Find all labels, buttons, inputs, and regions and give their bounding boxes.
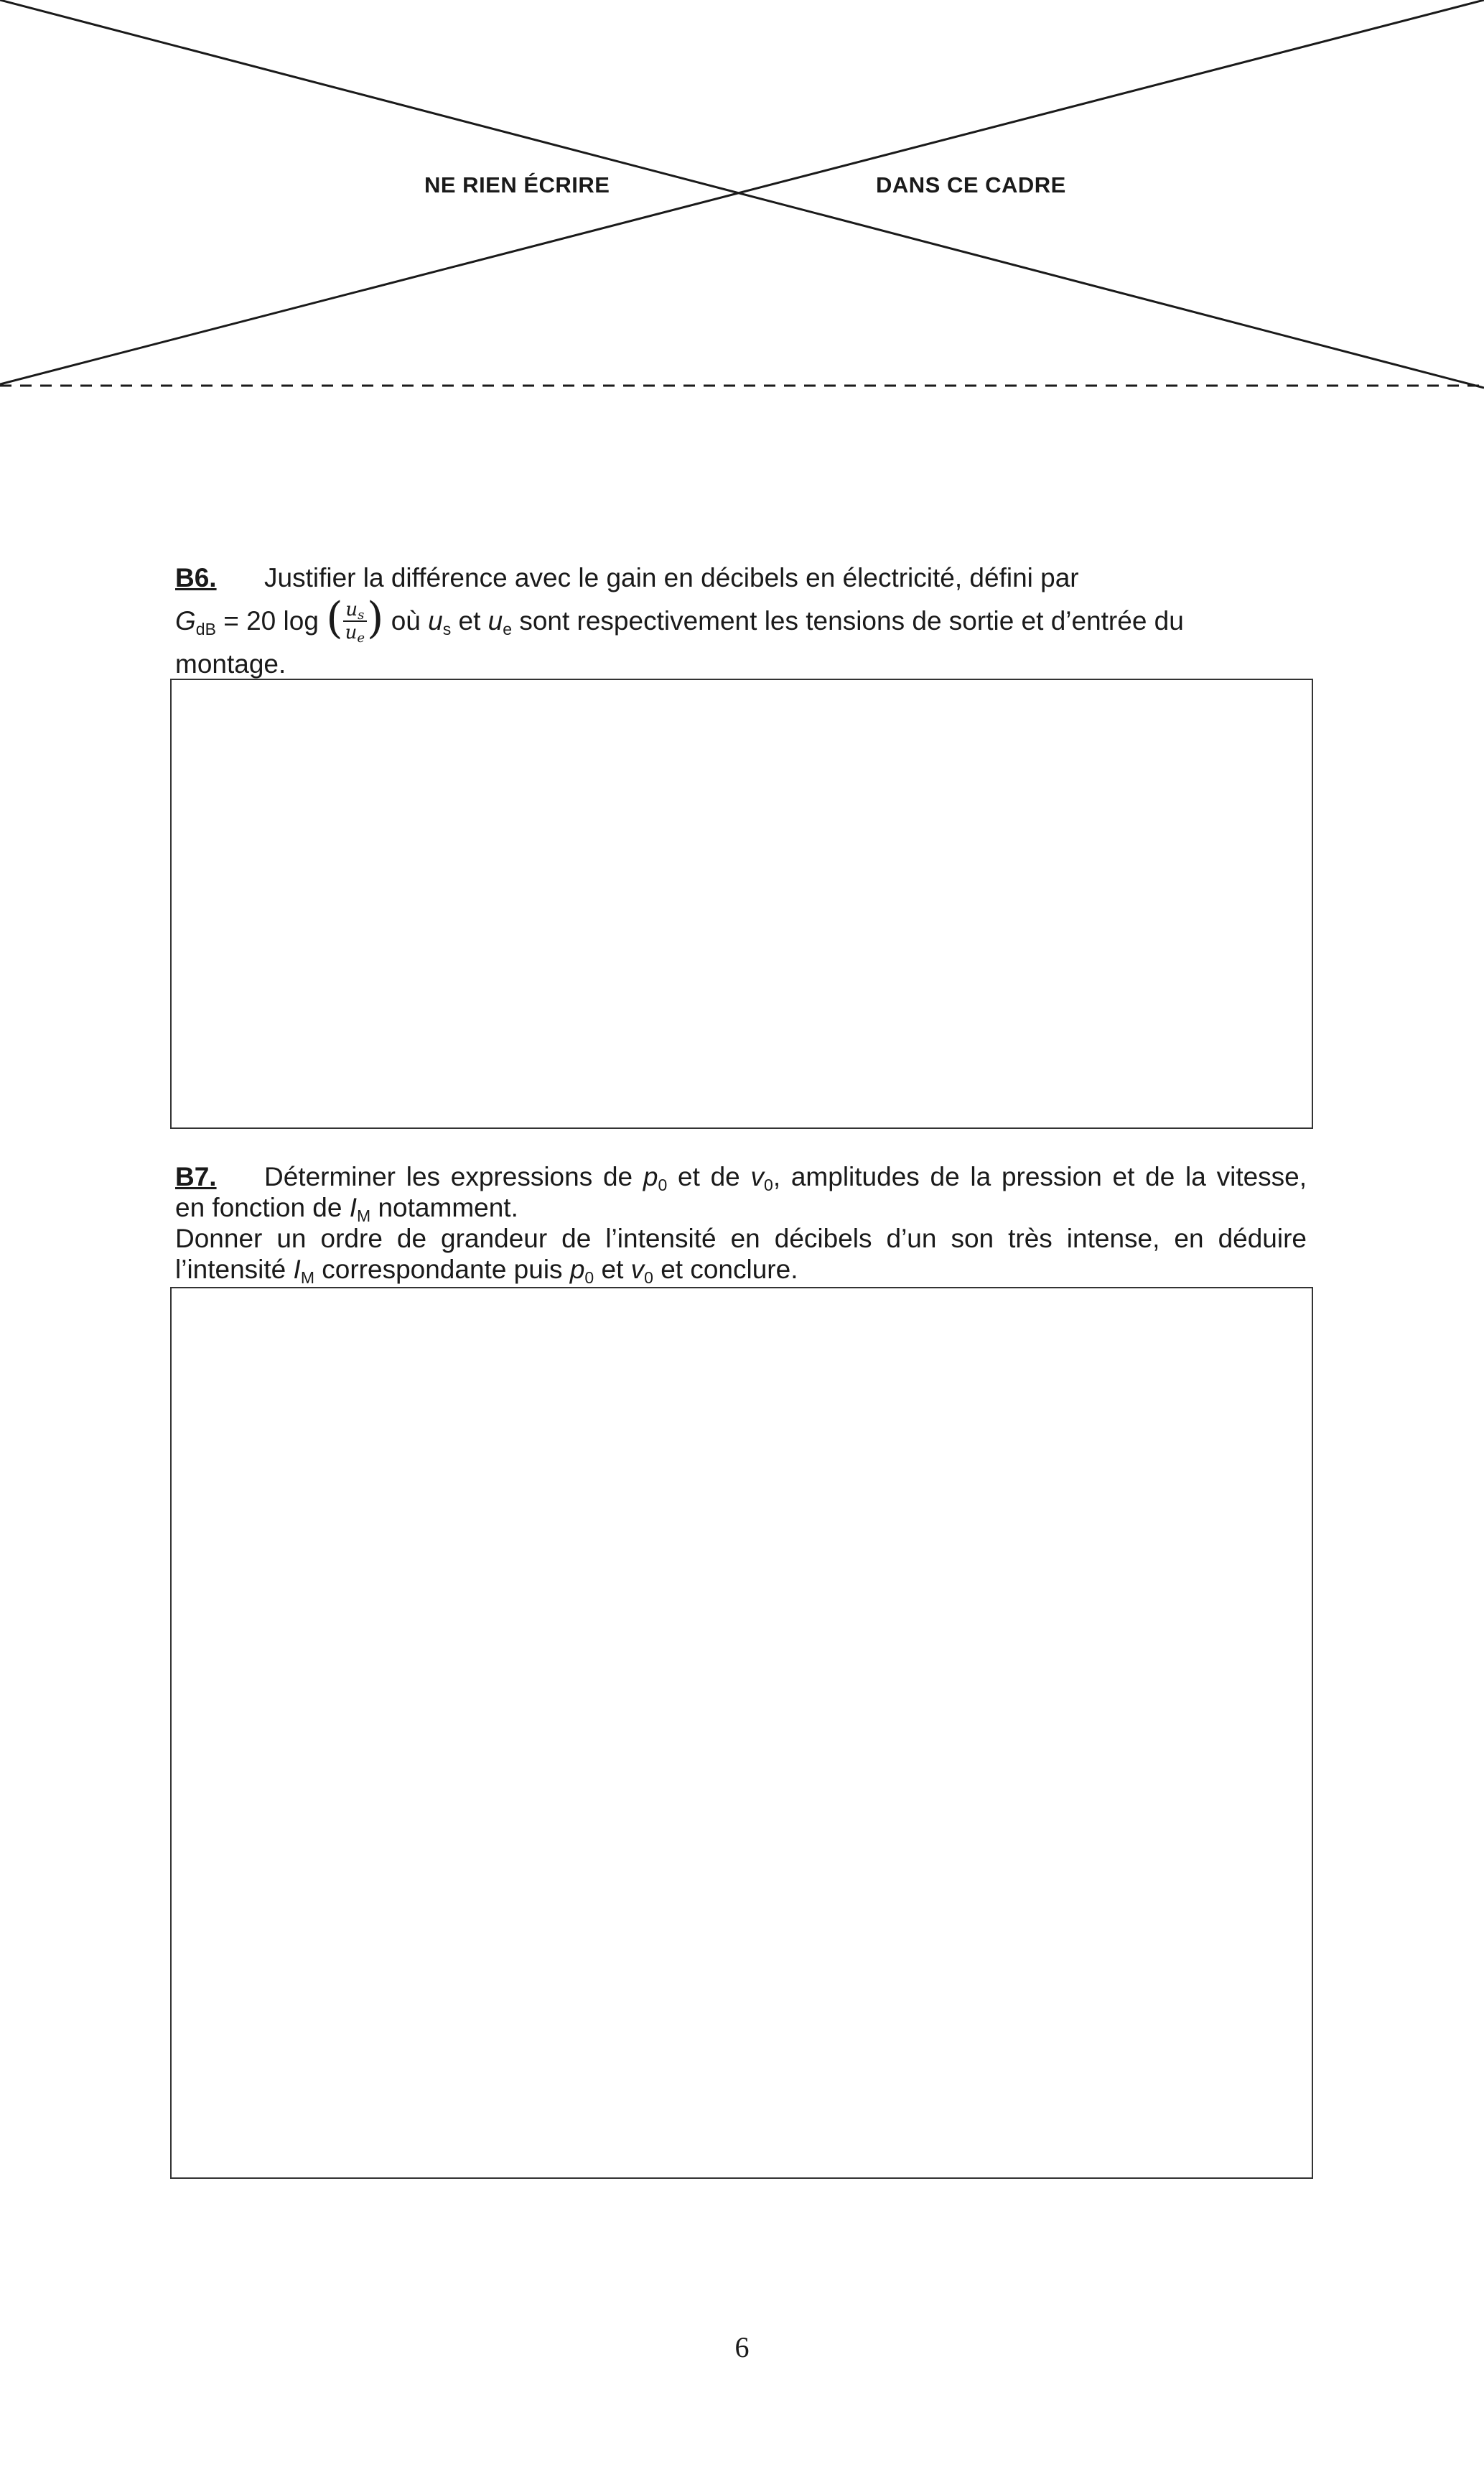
b7-text-e: notamment.	[378, 1193, 518, 1222]
fraction-numerator: $u_s$	[343, 599, 367, 622]
b7-text-i: et conclure.	[661, 1255, 798, 1284]
b7-text-b: et de	[678, 1162, 740, 1191]
us-symbol: u	[428, 605, 443, 636]
fraction-denominator: $u_e$	[345, 622, 365, 646]
p0-symbol-2: p	[569, 1255, 585, 1284]
p0-symbol: p	[643, 1162, 658, 1191]
im-subscript: M	[357, 1206, 371, 1225]
page-number: 6	[734, 2331, 750, 2363]
p0-subscript: 0	[658, 1176, 668, 1194]
no-write-label-left: NE RIEN ÉCRIRE	[424, 172, 610, 197]
question-b7-line1	[175, 1161, 1307, 1192]
ou-text: où	[391, 605, 421, 636]
b7-text-h: et	[601, 1255, 624, 1284]
b7-text-a: Déterminer les expressions de	[264, 1162, 633, 1191]
question-b6-line3: montage.	[175, 649, 286, 679]
question-b7-line4	[175, 1254, 1307, 1285]
v0-subscript: 0	[764, 1176, 773, 1194]
b7-text-g: correspondante puis	[322, 1255, 563, 1284]
question-b7-line2	[175, 1192, 1307, 1223]
im-subscript-2: M	[300, 1268, 314, 1287]
question-b6-line1	[175, 562, 1307, 593]
question-b6-line2-end: sont respectivement les tensions de sortie et d’entrée du	[519, 605, 1184, 636]
right-paren: )	[367, 593, 384, 643]
no-write-label-right: DANS CE CADRE	[876, 172, 1066, 197]
question-number-b7: B7.	[175, 1162, 217, 1191]
gain-symbol: G	[175, 605, 196, 636]
left-paren: (	[326, 593, 343, 643]
b7-text-c: , amplitudes de la pression et de la vitesse,	[773, 1162, 1307, 1191]
us-subscript: s	[442, 619, 452, 638]
question-b6-formula-line	[175, 593, 1307, 646]
v0-symbol-2: v	[630, 1255, 645, 1284]
voltage-ratio-fraction	[343, 599, 367, 646]
v0-symbol: v	[750, 1162, 765, 1191]
im-symbol: I	[349, 1193, 358, 1222]
answer-box-b6[interactable]	[170, 679, 1313, 1129]
question-number-b6: B6.	[175, 563, 217, 592]
b7-text-d: en fonction de	[175, 1193, 342, 1222]
question-b6-text: Justifier la différence avec le gain en décibels en électricité, défini par	[264, 563, 1079, 592]
ue-subscript: e	[503, 619, 513, 638]
no-write-zone-frame	[0, 0, 1484, 391]
im-symbol-2: I	[293, 1255, 301, 1284]
answer-box-b7[interactable]	[170, 1287, 1313, 2179]
v0-subscript-2: 0	[644, 1268, 653, 1287]
question-b7-line3: Donner un ordre de grandeur de l’intensité en décibels d’un son très intense, en déduire	[175, 1224, 1307, 1253]
gain-formula-text: = 20 log	[223, 605, 319, 636]
gain-subscript: dB	[195, 619, 216, 638]
b7-text-f: l’intensité	[175, 1255, 286, 1284]
et-text: et	[458, 605, 481, 636]
p0-subscript-2: 0	[584, 1268, 594, 1287]
ue-symbol: u	[487, 605, 503, 636]
